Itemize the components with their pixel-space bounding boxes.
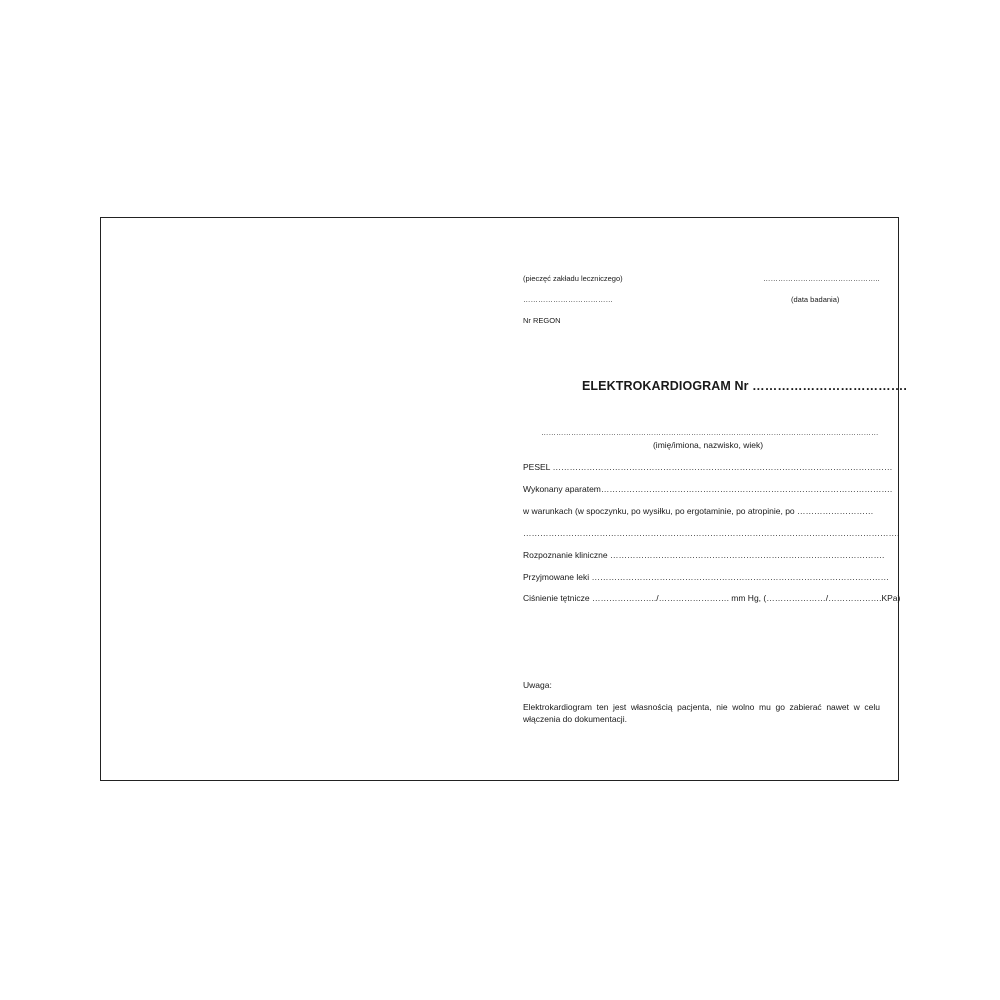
medication-field[interactable]: Przyjmowane leki …………………………………………………………………………………………… — [523, 572, 889, 582]
conditions-continuation-field[interactable]: ……………………………………………………………………………………………………………………. — [523, 528, 900, 538]
ecg-form-sheet — [100, 217, 907, 781]
date-label: (data badania) — [791, 295, 840, 304]
device-field[interactable]: Wykonany aparatem…………………………………………………………………………………………. — [523, 484, 893, 494]
blood-pressure-field[interactable]: Ciśnienie tętnicze …………………../……………………. mm Hg, (…………………/……………….KPa) — [523, 593, 901, 603]
regon-label: Nr REGON — [523, 316, 561, 325]
conditions-field[interactable]: w warunkach (w spoczynku, po wysiłku, po ergotaminie, po atropinie, po ……………………… — [523, 506, 874, 516]
name-field[interactable]: ……………………………………………………………………………………………………………………… — [541, 428, 879, 437]
date-field[interactable]: ……………………………………….. — [763, 274, 880, 283]
name-label: (imię/imiona, nazwisko, wiek) — [652, 440, 764, 450]
stamp-label: (pieczęć zakładu leczniczego) — [523, 274, 623, 283]
pesel-field[interactable]: PESEL ………………………………………………………………………………………………………… — [523, 462, 893, 472]
stamp-field[interactable]: ……………………………… — [523, 295, 613, 304]
remark-text: Elektrokardiogram ten jest własnością pacjenta, nie wolno mu go zabierać nawet w celu włączenia do dokumentacji. — [523, 702, 880, 724]
remark-label: Uwaga: — [523, 680, 552, 690]
diagnosis-field[interactable]: Rozpoznanie kliniczne ……………………………………………………………………………………. — [523, 550, 885, 560]
form-title: ELEKTROKARDIOGRAM Nr ………………………………. — [582, 379, 907, 393]
